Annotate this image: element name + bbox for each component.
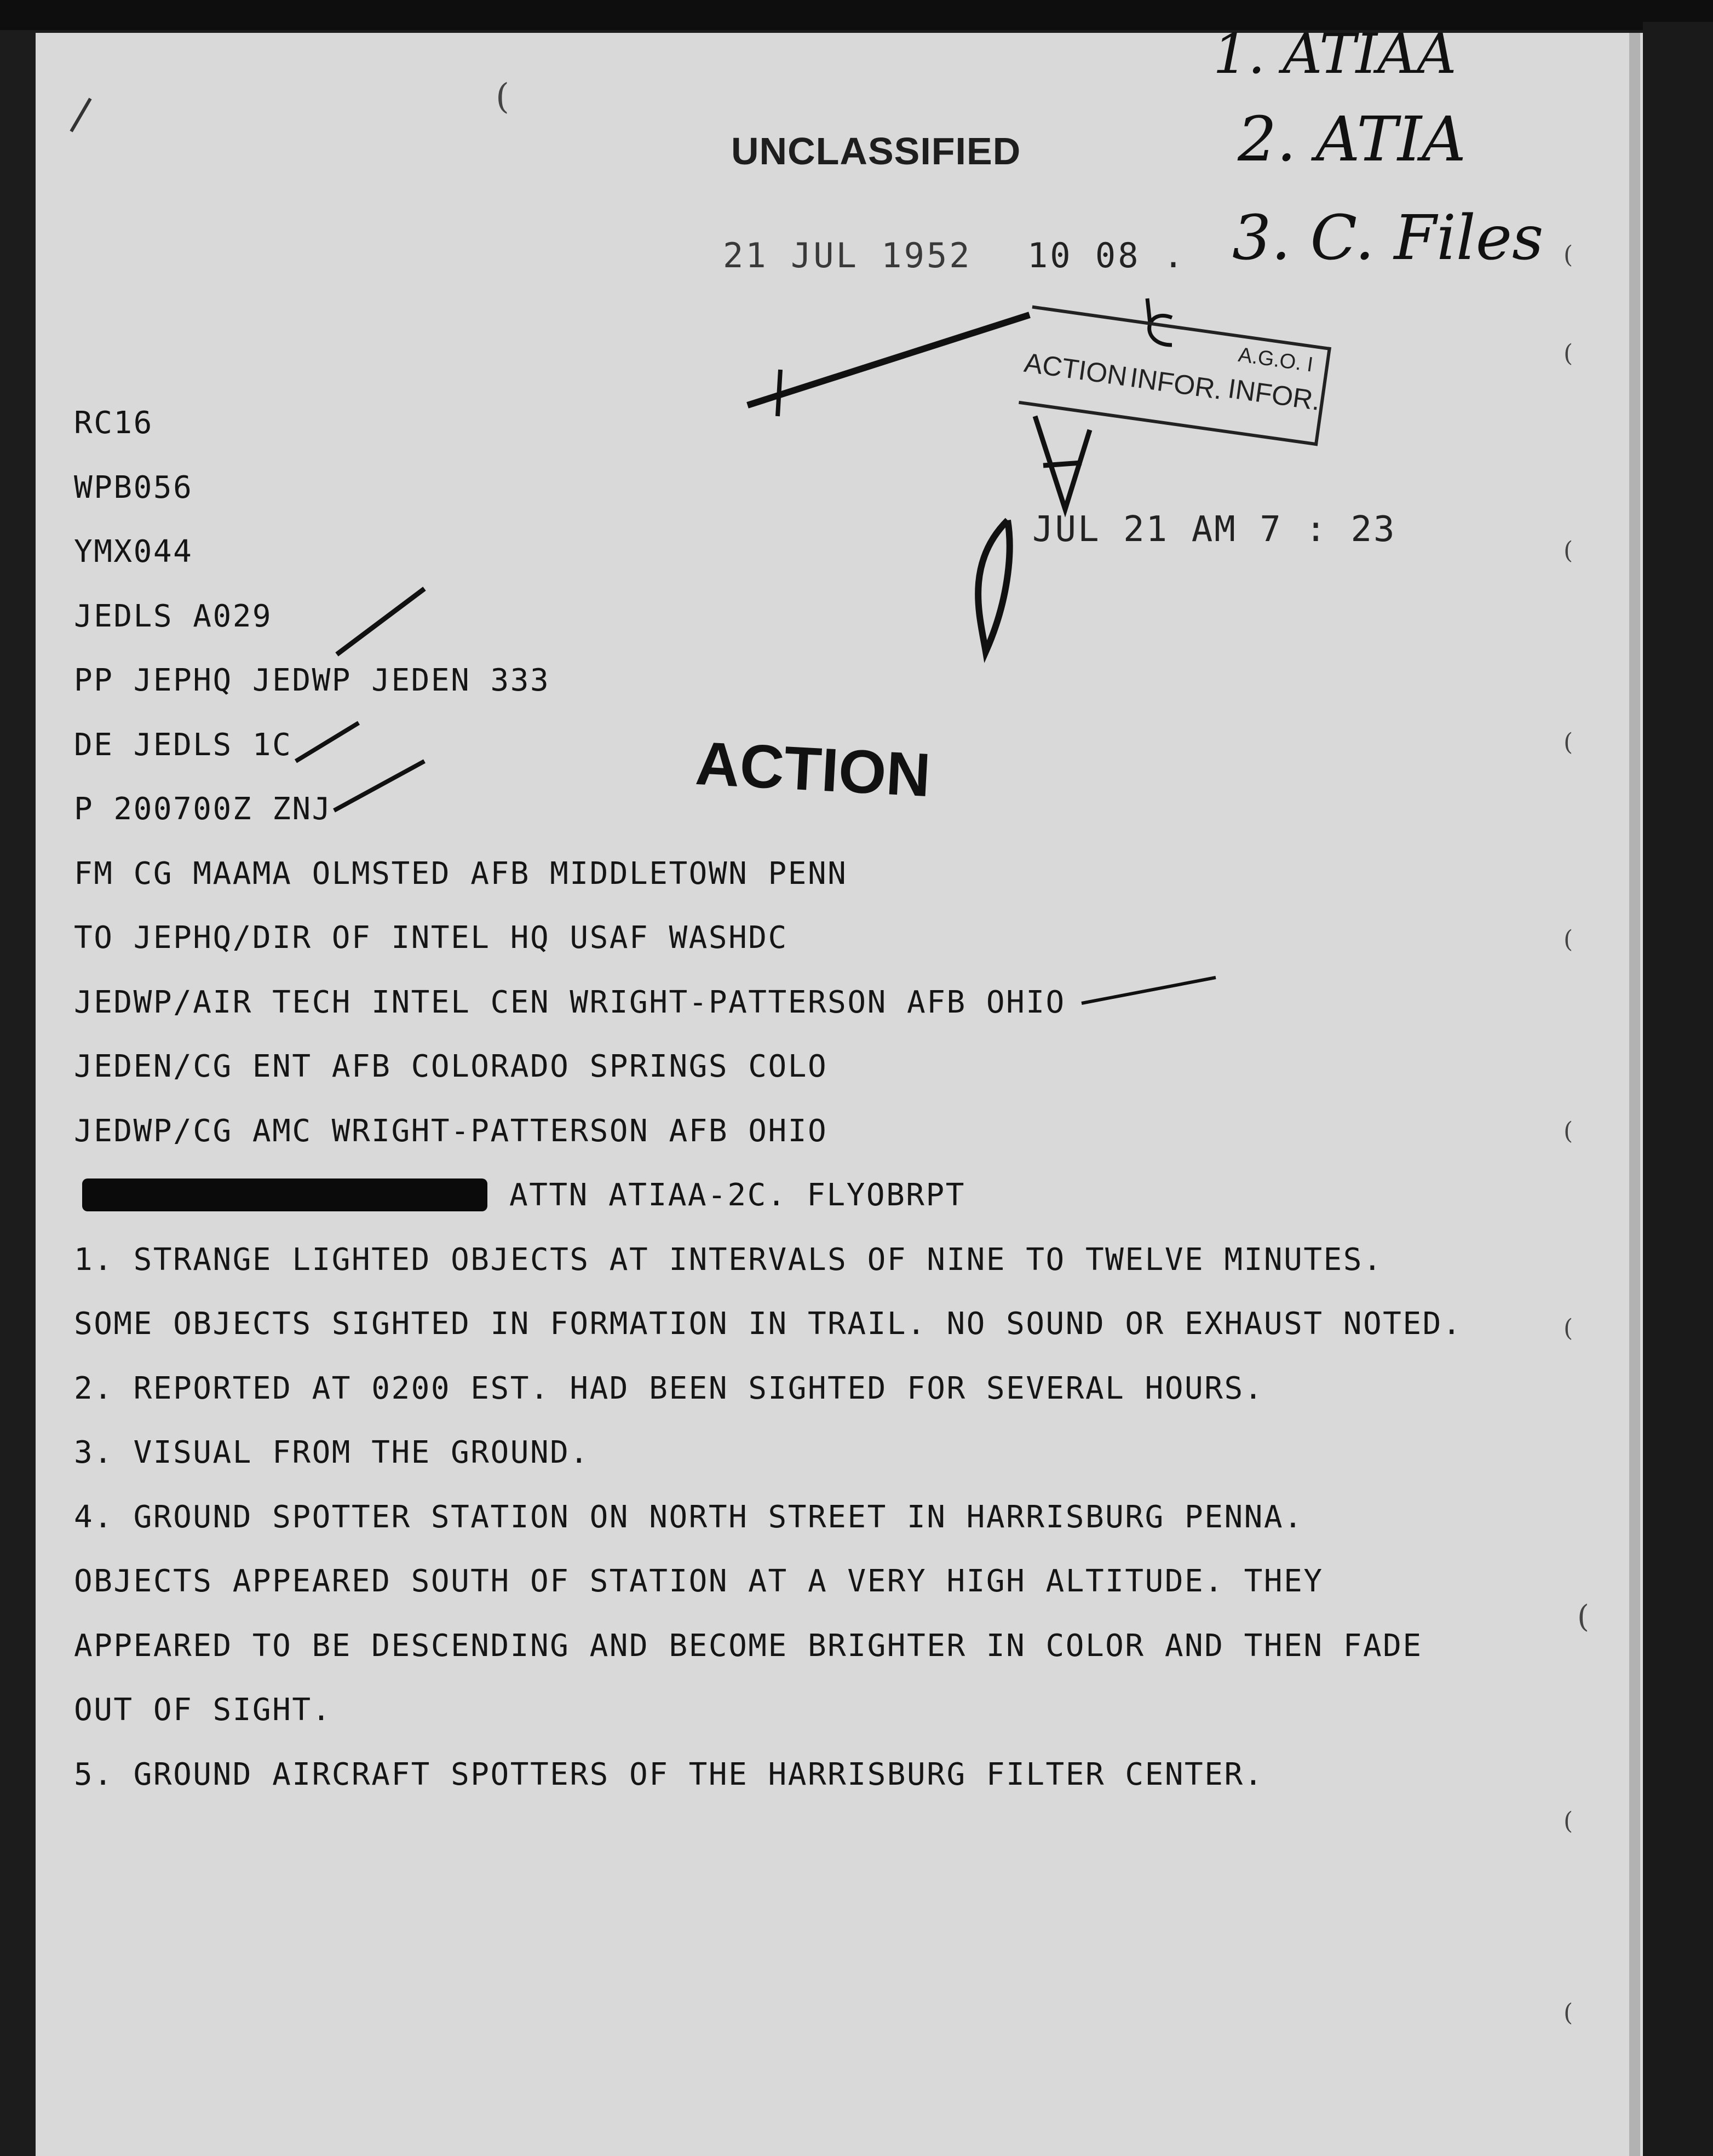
received-stamp: JUL 21 AM 7 : 23 xyxy=(1032,509,1396,550)
pen-tick-line-7 xyxy=(334,761,424,810)
message-line-1: RC16 xyxy=(74,405,153,441)
handwritten-routing-3: 3. C. Files xyxy=(1232,203,1544,274)
binder-hole-mark: ( xyxy=(1563,925,1573,953)
message-line-8: FM CG MAAMA OLMSTED AFB MIDDLETOWN PENN xyxy=(74,856,848,892)
message-line-10: JEDWP/AIR TECH INTEL CEN WRIGHT-PATTERSON AFB OHIO xyxy=(74,985,1066,1020)
pen-tick-line-4 xyxy=(337,589,424,654)
classification-header: UNCLASSIFIED xyxy=(731,130,1021,173)
binder-hole-mark: ( xyxy=(1563,340,1573,367)
message-line-11: JEDEN/CG ENT AFB COLORADO SPRINGS COLO xyxy=(74,1049,828,1084)
message-line-9: TO JEPHQ/DIR OF INTEL HQ USAF WASHDC xyxy=(74,920,788,956)
binder-hole-mark: ( xyxy=(1563,1117,1573,1145)
message-line-21: OUT OF SIGHT. xyxy=(74,1692,332,1728)
date-stamp-time: 10 08 . xyxy=(1027,235,1186,275)
binder-hole-mark: ( xyxy=(1563,728,1573,756)
message-line-16: 2. REPORTED AT 0200 EST. HAD BEEN SIGHTED FOR SEVERAL HOURS. xyxy=(74,1371,1264,1406)
pen-scrawl xyxy=(978,520,1009,652)
action-stamp: ACTION xyxy=(694,728,933,810)
binder-hole-mark: ( xyxy=(1563,1807,1573,1835)
pen-dash-ohio xyxy=(1082,978,1216,1003)
message-line-4: JEDLS A029 xyxy=(74,599,273,634)
pen-tick-line-6 xyxy=(296,723,359,761)
scan-speck: ( xyxy=(496,77,509,117)
handwritten-routing-2: 2. ATIA xyxy=(1238,104,1467,175)
message-line-19: OBJECTS APPEARED SOUTH OF STATION AT A VERY HIGH ALTITUDE. THEY xyxy=(74,1563,1324,1599)
message-line-18: 4. GROUND SPOTTER STATION ON NORTH STREET IN HARRISBURG PENNA. xyxy=(74,1499,1304,1535)
message-line-15: SOME OBJECTS SIGHTED IN FORMATION IN TRAIL. NO SOUND OR EXHAUST NOTED. xyxy=(74,1306,1463,1342)
pen-slash-top-left xyxy=(71,99,90,131)
date-stamp-date: 21 JUL 1952 xyxy=(723,235,972,275)
pen-check-mark xyxy=(778,370,780,416)
message-line-2: WPB056 xyxy=(74,470,193,505)
message-line-7: P 200700Z ZNJ xyxy=(74,791,332,827)
message-line-20: APPEARED TO BE DESCENDING AND BECOME BRIGHTER IN COLOR AND THEN FADE xyxy=(74,1628,1423,1664)
routing-stamp-ago-infor: INFOR. xyxy=(1226,373,1323,417)
message-line-14: 1. STRANGE LIGHTED OBJECTS AT INTERVALS OF NINE TO TWELVE MINUTES. xyxy=(74,1242,1383,1278)
binder-hole-mark: ( xyxy=(1563,241,1573,269)
message-line-3: YMX044 xyxy=(74,534,193,570)
pen-initial-pa xyxy=(1035,416,1090,509)
message-line-5: PP JEPHQ JEDWP JEDEN 333 xyxy=(74,663,550,698)
routing-stamp-infor: INFOR. xyxy=(1128,361,1225,405)
binder-hole-mark: ( xyxy=(1563,1999,1573,2027)
binder-hole-mark: ( xyxy=(1577,1599,1589,1635)
binder-hole-mark: ( xyxy=(1563,537,1573,565)
routing-stamp-action: ACTION xyxy=(1022,347,1129,392)
message-line-17: 3. VISUAL FROM THE GROUND. xyxy=(74,1435,590,1470)
handwritten-routing-1: 1. ATIAA xyxy=(1213,22,1457,86)
message-line-12: JEDWP/CG AMC WRIGHT-PATTERSON AFB OHIO xyxy=(74,1113,828,1149)
routing-stamp-ago: A.G.O. I xyxy=(1237,343,1315,377)
binder-hole-mark: ( xyxy=(1563,1314,1573,1342)
message-line-13: ATTN ATIAA-2C. FLYOBRPT xyxy=(509,1177,965,1213)
pen-strike-arrow xyxy=(748,315,1030,405)
message-line-22: 5. GROUND AIRCRAFT SPOTTERS OF THE HARRISBURG FILTER CENTER. xyxy=(74,1757,1264,1792)
redaction-bar xyxy=(82,1178,487,1211)
message-line-6: DE JEDLS 1C xyxy=(74,727,292,763)
date-stamp xyxy=(723,235,1186,275)
